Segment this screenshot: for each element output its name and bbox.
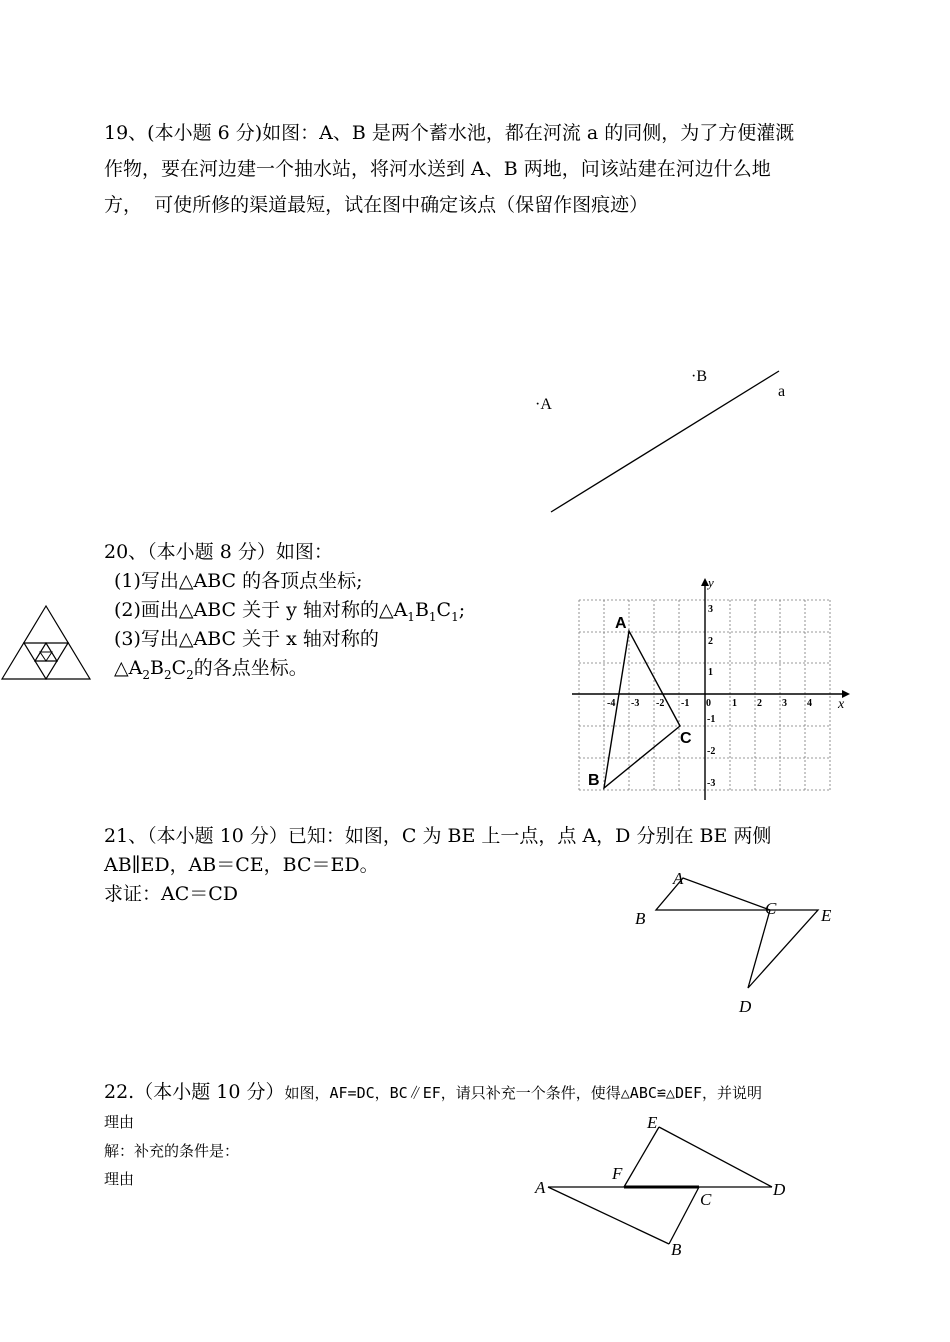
- point-c-label: C: [765, 899, 777, 918]
- tick-label: 1: [732, 698, 737, 709]
- point-e-label: E: [647, 1113, 658, 1132]
- q20-item3-line1: (3)写出△ABC 关于 x 轴对称的: [114, 628, 379, 650]
- tick-label: -3: [707, 778, 716, 789]
- q20-item3-b: B: [149, 657, 164, 679]
- tick-label: 2: [708, 636, 713, 647]
- segment-fe: [624, 1127, 659, 1187]
- tick-label: 1: [708, 667, 713, 678]
- q19-line1: 19、(本小题 6 分)如图：A、B 是两个蓄水池，都在河流 a 的同侧，为了方便灌溉: [104, 122, 795, 144]
- q19-line2: 作物，要在河边建一个抽水站，将河水送到 A、B 两地，问该站建在河边什么地: [104, 158, 771, 180]
- q20-item3-sub: 2: [186, 667, 194, 682]
- tick-label: 3: [782, 698, 787, 709]
- q20-item2-b: B: [414, 599, 429, 621]
- q21-line2: AB∥ED，AB＝CE，BC＝ED。: [104, 854, 379, 876]
- q20-item3-sub: 2: [142, 667, 150, 682]
- y-axis-label: y: [708, 575, 714, 590]
- q21-figure: [620, 860, 850, 1020]
- point-a-label: ·A: [535, 396, 552, 413]
- q20-item3-end: 的各点坐标。: [193, 657, 308, 679]
- triangle-cde: [748, 910, 818, 988]
- q20-item2-c: C: [436, 599, 452, 621]
- q22-prefix: 22.（本小题 10 分）: [104, 1081, 285, 1103]
- q22-rest: 如图，AF=DC，BC∥EF，请只补充一个条件，使得△ABC≌△DEF，并说明: [284, 1084, 763, 1102]
- point-c-label: C: [700, 1190, 712, 1209]
- q22-line2: 理由: [104, 1113, 135, 1131]
- q20-item2-prefix: (2)画出△ABC 关于 y 轴对称的△A: [114, 599, 408, 621]
- point-e-label: E: [821, 906, 832, 925]
- q20-title: 20、（本小题 8 分）如图：: [104, 541, 333, 563]
- nested-triangle-figure: [0, 603, 92, 683]
- tick-label: 3: [708, 604, 713, 615]
- tick-label: -1: [707, 714, 716, 725]
- tick-label: 4: [807, 698, 812, 709]
- tick-label: -4: [607, 698, 616, 709]
- segment-bc: [669, 1187, 699, 1244]
- q22-figure: [520, 1105, 800, 1265]
- vertex-b-label: B: [588, 772, 600, 789]
- q22-line3: 解：补充的条件是：: [104, 1142, 240, 1160]
- tick-label: -1: [681, 698, 690, 709]
- segment-ab: [548, 1187, 669, 1244]
- tick-label: 0: [706, 698, 711, 709]
- q20-item1: (1)写出△ABC 的各顶点坐标;: [114, 570, 363, 592]
- innermost-triangle: [40, 652, 52, 661]
- vertex-a-label: A: [615, 615, 627, 632]
- tick-label: -2: [707, 746, 716, 757]
- tick-label: -3: [631, 698, 640, 709]
- q21-line3: 求证：AC＝CD: [104, 883, 239, 905]
- q20-item2-sub: 1: [451, 609, 459, 624]
- q20-item2-sub: 1: [407, 609, 415, 624]
- q22-line1: [104, 1077, 762, 1108]
- point-b-label: B: [671, 1240, 682, 1259]
- river-label: a: [778, 383, 786, 400]
- x-axis-label: x: [838, 697, 845, 712]
- q21-line1: 21、（本小题 10 分）已知：如图，C 为 BE 上一点，点 A，D 分别在 BE 两侧: [104, 825, 772, 847]
- q22-line4: 理由: [104, 1170, 135, 1188]
- river-line: [551, 371, 779, 512]
- q20-item3-c: C: [171, 657, 187, 679]
- q20-coordinate-grid: [560, 572, 860, 804]
- vertex-c-label: C: [680, 730, 692, 747]
- triangle-abc: [604, 631, 680, 788]
- point-f-label: F: [612, 1164, 623, 1183]
- q20-item3-sub: 2: [163, 667, 172, 682]
- q20-item2-sub: 1: [428, 609, 437, 624]
- point-b-label: B: [635, 909, 646, 928]
- point-a-label: A: [673, 869, 684, 888]
- segment-ed: [659, 1127, 772, 1187]
- point-a-label: A: [535, 1178, 546, 1197]
- point-d-label: D: [773, 1180, 786, 1199]
- q20-item3-line2: [114, 653, 308, 690]
- point-b-label: ·B: [691, 368, 707, 385]
- q20-item2-end: ;: [458, 599, 466, 621]
- q19-line3: 方， 可使所修的渠道最短，试在图中确定该点（保留作图痕迹）: [104, 194, 649, 216]
- tick-label: 2: [757, 698, 762, 709]
- point-d-label: D: [739, 997, 752, 1016]
- tick-label: -2: [656, 698, 665, 709]
- q20-item3-a: △A: [114, 657, 143, 679]
